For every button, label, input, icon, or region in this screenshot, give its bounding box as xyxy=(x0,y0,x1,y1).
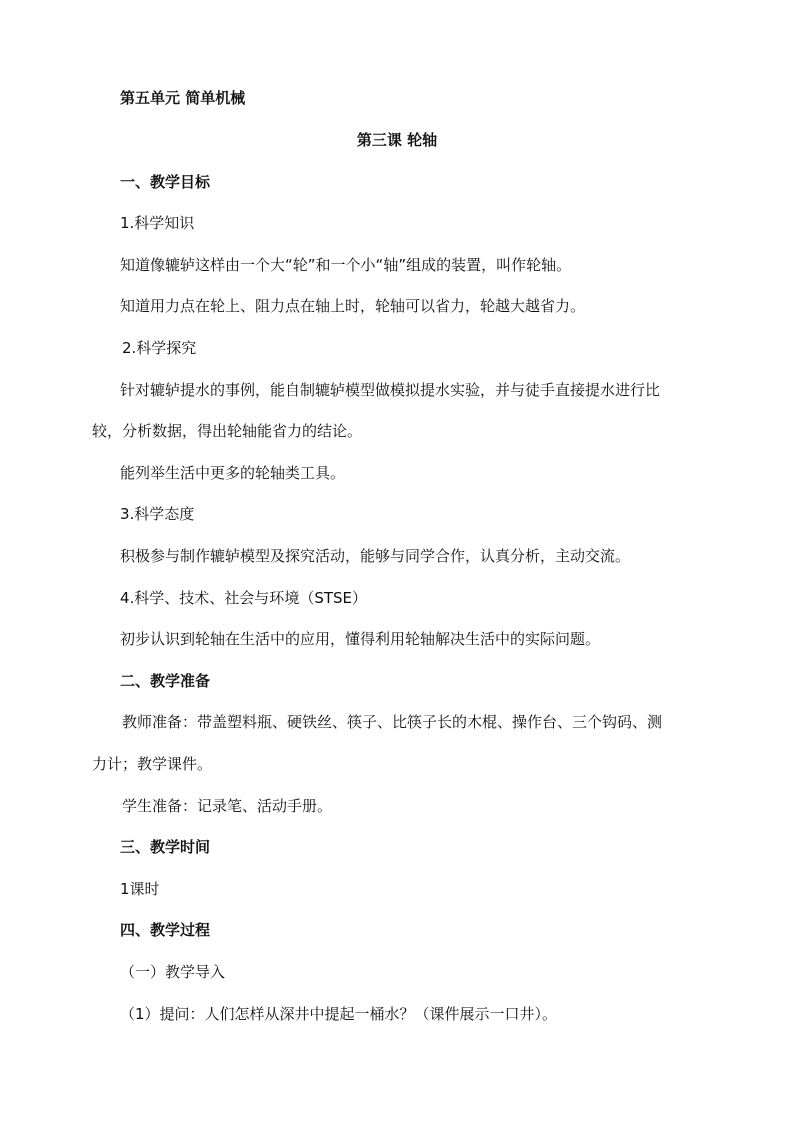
section-heading-objectives: 一、教学目标 xyxy=(120,173,211,191)
paragraph-line: 针对辘轳提水的事例，能自制辘轳模型做模拟提水实验，并与徒手直接提水进行比 xyxy=(120,381,661,399)
section-heading-time: 三、教学时间 xyxy=(120,838,211,856)
subheading-science-inquiry: 2.科学探究 xyxy=(122,339,197,357)
subheading-intro: （一）教学导入 xyxy=(120,963,226,981)
paragraph-line: 较，分析数据，得出轮轴能省力的结论。 xyxy=(92,422,363,440)
paragraph-line: 教师准备：带盖塑料瓶、硬铁丝、筷子、比筷子长的木棍、操作台、三个钩码、测 xyxy=(122,713,663,731)
paragraph: 积极参与制作辘轳模型及探究活动，能够与同学合作，认真分析，主动交流。 xyxy=(120,547,631,565)
paragraph: 能列举生活中更多的轮轴类工具。 xyxy=(120,464,346,482)
lesson-title: 第三课 轮轴 xyxy=(356,131,438,149)
paragraph: 学生准备：记录笔、活动手册。 xyxy=(122,797,333,815)
paragraph: 知道像辘轳这样由一个大“轮”和一个小“轴”组成的装置，叫作轮轴。 xyxy=(120,256,572,274)
paragraph-line: 力计；教学课件。 xyxy=(92,755,213,773)
subheading-science-knowledge: 1.科学知识 xyxy=(120,214,195,232)
section-heading-preparation: 二、教学准备 xyxy=(120,672,211,690)
section-heading-process: 四、教学过程 xyxy=(120,921,211,939)
paragraph: 知道用力点在轮上、阻力点在轴上时，轮轴可以省力，轮越大越省力。 xyxy=(120,297,586,315)
paragraph: 1课时 xyxy=(120,880,160,898)
subheading-science-attitude: 3.科学态度 xyxy=(120,505,195,523)
paragraph: （1）提问：人们怎样从深井中提起一桶水？（课件展示一口井）。 xyxy=(120,1005,558,1023)
unit-title: 第五单元 简单机械 xyxy=(120,89,246,107)
paragraph: 初步认识到轮轴在生活中的应用，懂得利用轮轴解决生活中的实际问题。 xyxy=(120,630,601,648)
subheading-stse: 4.科学、技术、社会与环境（STSE） xyxy=(120,589,367,607)
